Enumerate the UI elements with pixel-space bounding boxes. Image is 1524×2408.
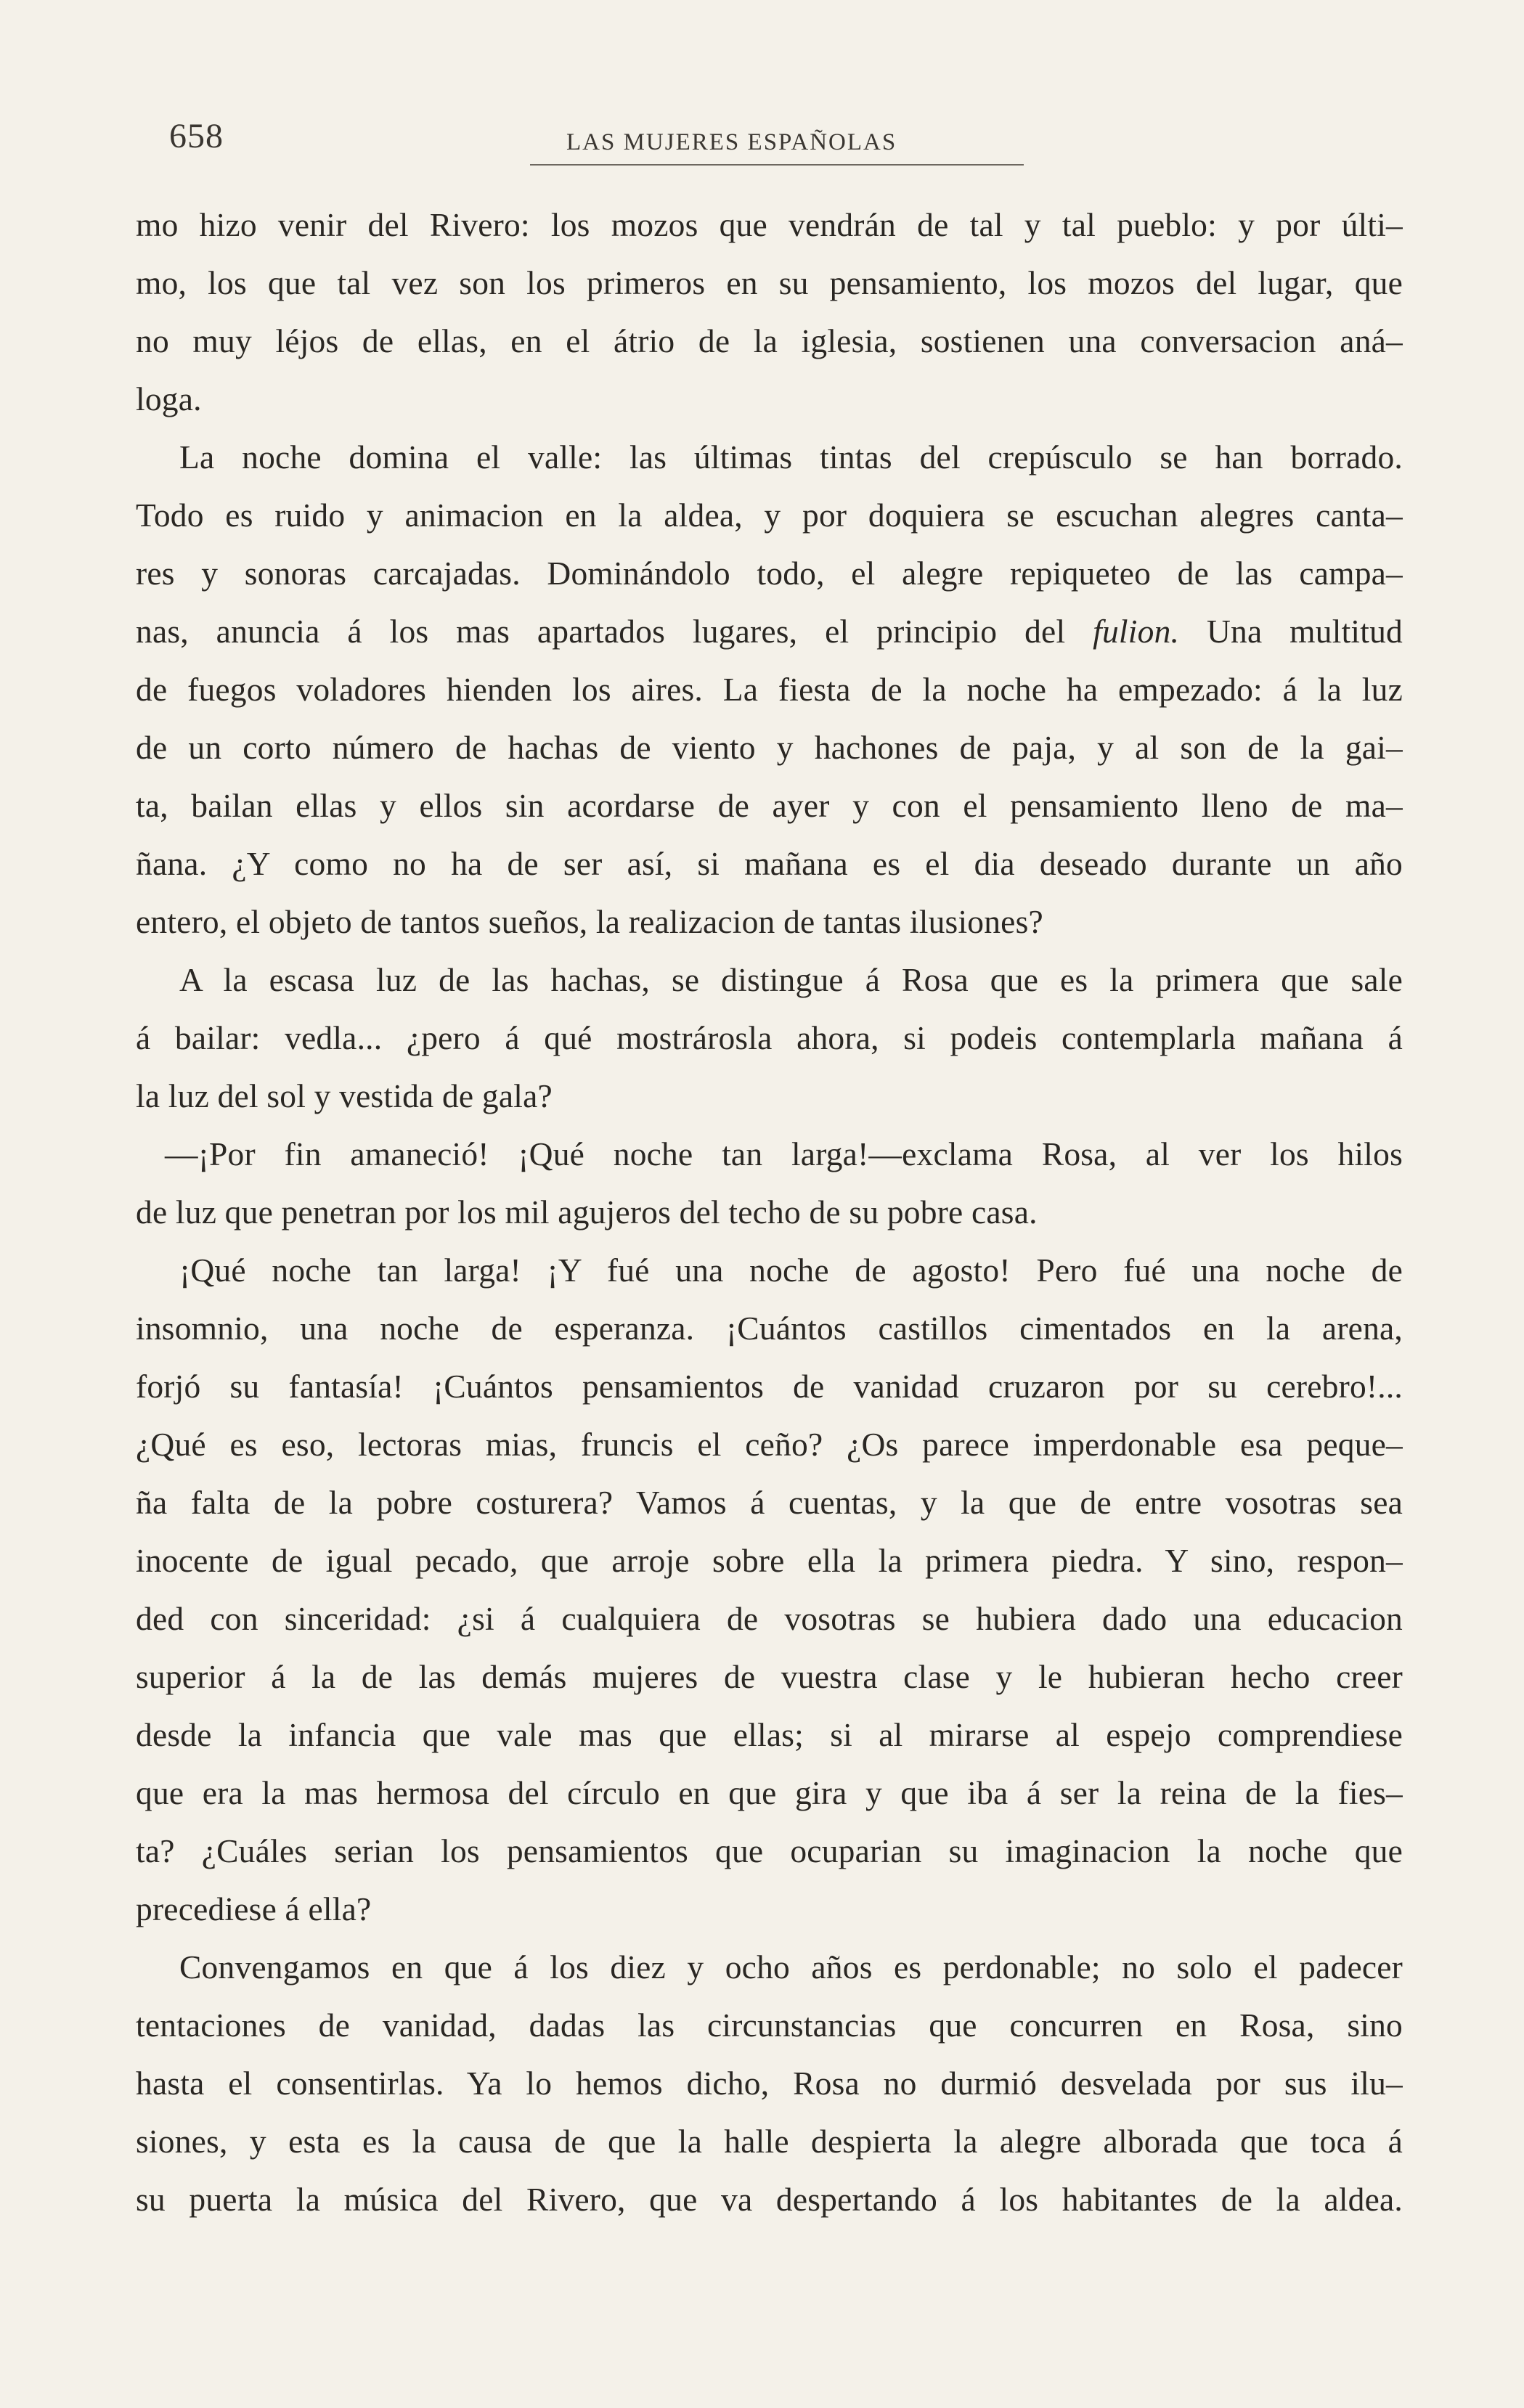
text-line: no muy léjos de ellas, en el átrio de la iglesia, sostienen una conversacion aná– bbox=[136, 322, 1403, 359]
text-line-segment: Una multitud bbox=[1179, 613, 1403, 650]
text-line: de un corto número de hachas de viento y hachones de paja, y al son de la gai– bbox=[136, 729, 1403, 766]
italic-term: fulion. bbox=[1093, 613, 1180, 650]
text-line: hasta el consentirlas. Ya lo hemos dicho, Rosa no durmió desvelada por sus ilu– bbox=[136, 2065, 1403, 2102]
text-line: forjó su fantasía! ¡Cuántos pensamientos de vanidad cruzaron por su cerebro!... bbox=[136, 1368, 1403, 1405]
text-line: res y sonoras carcajadas. Dominándolo todo, el alegre repiqueteo de las campa– bbox=[136, 555, 1403, 592]
text-line: ¡Qué noche tan larga! ¡Y fué una noche de agosto! Pero fué una noche de bbox=[179, 1252, 1403, 1289]
text-line: Todo es ruido y animacion en la aldea, y por doquiera se escuchan alegres canta– bbox=[136, 497, 1403, 534]
running-title: LAS MUJERES ESPAÑOLAS bbox=[566, 129, 897, 155]
text-line: ñana. ¿Y como no ha de ser así, si mañana es el dia deseado durante un año bbox=[136, 845, 1403, 882]
text-line: precediese á ella? bbox=[136, 1890, 372, 1927]
text-line: —¡Por fin amaneció! ¡Qué noche tan larga!—exclama Rosa, al ver los hilos bbox=[165, 1135, 1403, 1172]
text-line bbox=[136, 603, 1403, 661]
text-line: loga. bbox=[136, 380, 202, 417]
text-line: su puerta la música del Rivero, que va despertando á los habitantes de la aldea. bbox=[136, 2181, 1403, 2218]
header-rule bbox=[530, 164, 1024, 166]
text-line: ta, bailan ellas y ellos sin acordarse de ayer y con el pensamiento lleno de ma– bbox=[136, 787, 1403, 824]
text-line: la luz del sol y vestida de gala? bbox=[136, 1077, 553, 1114]
text-line: La noche domina el valle: las últimas tintas del crepúsculo se han borrado. bbox=[179, 438, 1403, 476]
text-line: ded con sinceridad: ¿si á cualquiera de vosotras se hubiera dado una educacion bbox=[136, 1600, 1403, 1637]
text-line: mo, los que tal vez son los primeros en su pensamiento, los mozos del lugar, que bbox=[136, 264, 1403, 301]
text-line: entero, el objeto de tantos sueños, la realizacion de tantas ilusiones? bbox=[136, 903, 1043, 940]
text-line: desde la infancia que vale mas que ellas; si al mirarse al espejo comprendiese bbox=[136, 1716, 1403, 1753]
text-line: tentaciones de vanidad, dadas las circunstancias que concurren en Rosa, sino bbox=[136, 2007, 1403, 2044]
text-line: mo hizo venir del Rivero: los mozos que vendrán de tal y tal pueblo: y por últi– bbox=[136, 206, 1403, 243]
text-line: Convengamos en que á los diez y ocho años es perdonable; no solo el padecer bbox=[179, 1948, 1403, 1985]
text-line: ¿Qué es eso, lectoras mias, fruncis el ceño? ¿Os parece imperdonable esa peque– bbox=[136, 1426, 1403, 1463]
text-line: insomnio, una noche de esperanza. ¡Cuántos castillos cimentados en la arena, bbox=[136, 1310, 1403, 1347]
body-text bbox=[136, 196, 1403, 2229]
text-line: que era la mas hermosa del círculo en que gira y que iba á ser la reina de la fies– bbox=[136, 1774, 1403, 1811]
text-line: de luz que penetran por los mil agujeros del techo de su pobre casa. bbox=[136, 1193, 1038, 1230]
text-line: superior á la de las demás mujeres de vuestra clase y le hubieran hecho creer bbox=[136, 1658, 1403, 1695]
text-line: ña falta de la pobre costurera? Vamos á cuentas, y la que de entre vosotras sea bbox=[136, 1484, 1403, 1521]
page-number: 658 bbox=[169, 117, 224, 155]
text-line: á bailar: vedla... ¿pero á qué mostrárosla ahora, si podeis contemplarla mañana á bbox=[136, 1019, 1403, 1056]
text-line: siones, y esta es la causa de que la halle despierta la alegre alborada que toca á bbox=[136, 2123, 1403, 2160]
text-line-segment: nas, anuncia á los mas apartados lugares, el principio del bbox=[136, 613, 1093, 650]
text-line: ta? ¿Cuáles serian los pensamientos que ocuparian su imaginacion la noche que bbox=[136, 1832, 1403, 1869]
text-line: de fuegos voladores hienden los aires. La fiesta de la noche ha empezado: á la luz bbox=[136, 671, 1403, 708]
text-line: A la escasa luz de las hachas, se distingue á Rosa que es la primera que sale bbox=[179, 961, 1403, 998]
text-line: inocente de igual pecado, que arroje sobre ella la primera piedra. Y sino, respon– bbox=[136, 1542, 1403, 1579]
